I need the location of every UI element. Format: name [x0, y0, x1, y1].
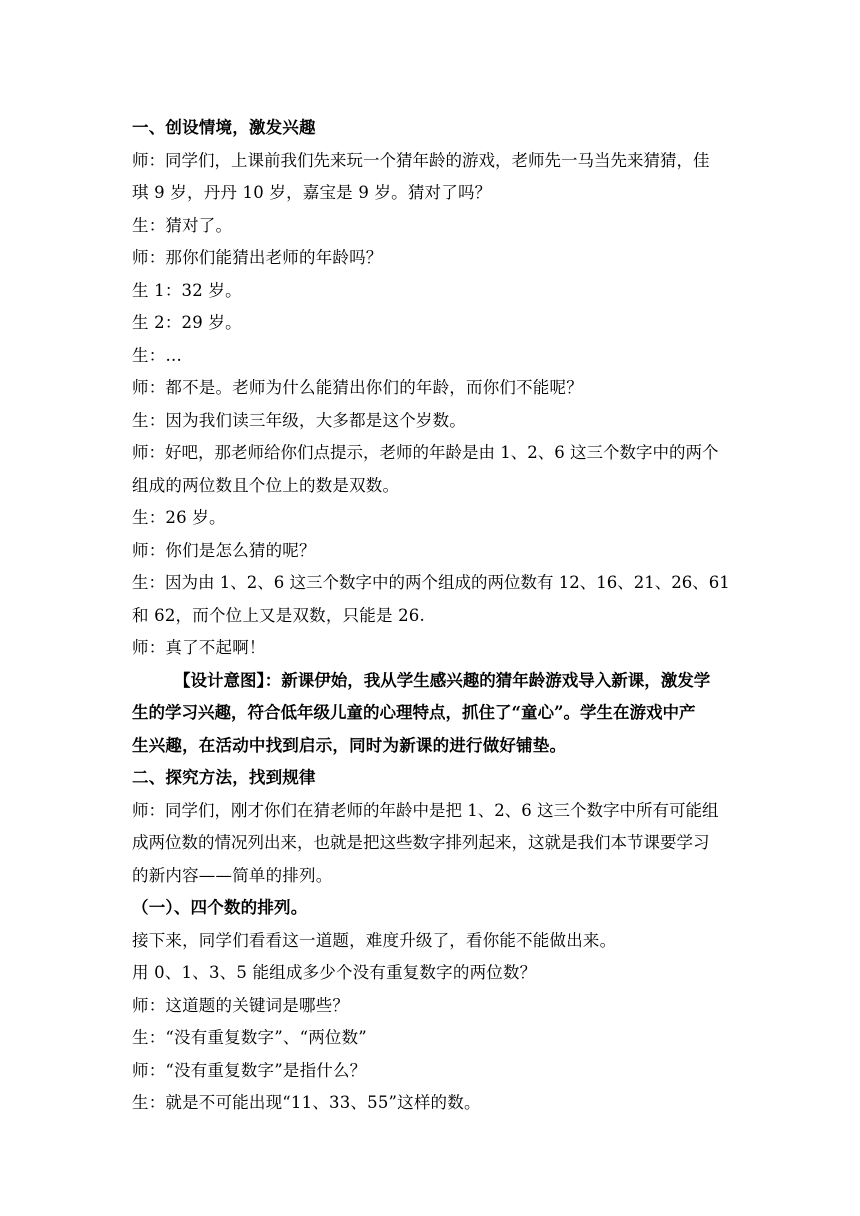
paragraph-line: 生：26 岁。 [132, 508, 226, 527]
paragraph-line: 成两位数的情况列出来，也就是把这些数字排列起来，这就是我们本节课要学习 [132, 833, 710, 852]
paragraph-line: 生：“没有重复数字”、“两位数” [132, 1028, 367, 1047]
paragraph-line: 生：就是不可能出现“11、33、55”这样的数。 [132, 1093, 481, 1112]
section-heading-1: 一、创设情境，激发兴趣 [132, 118, 316, 137]
paragraph-line: 师：“没有重复数字”是指什么？ [132, 1060, 367, 1080]
paragraph-line: 生：… [132, 345, 183, 365]
design-intent-line: 【设计意图】：新课伊始，我从学生感兴趣的猜年龄游戏导入新课，激发学 [174, 670, 711, 690]
paragraph-line: 生：因为我们读三年级，大多都是这个岁数。 [132, 410, 466, 430]
paragraph-line: 师：你们是怎么猜的呢？ [132, 540, 316, 560]
paragraph-line: 生：因为由 1、2、6 这三个数字中的两个组成的两位数有 12、16、21、26、61 [132, 573, 730, 592]
paragraph-line: 师：这道题的关键词是哪些？ [132, 995, 350, 1015]
paragraph-line: 琪 9 岁，丹丹 10 岁，嘉宝是 9 岁。猜对了吗？ [132, 183, 492, 202]
paragraph-line: 师：都不是。老师为什么能猜出你们的年龄，而你们不能呢？ [132, 378, 583, 397]
paragraph-line: 生 2：29 岁。 [132, 313, 242, 332]
paragraph-line: 接下来，同学们看看这一道题，难度升级了，看你能不能做出来。 [132, 930, 617, 950]
paragraph-line: 和 62，而个位上又是双数，只能是 26. [132, 605, 425, 625]
paragraph-line: 用 0、1、3、5 能组成多少个没有重复数字的两位数？ [132, 963, 537, 982]
subsection-heading: （一）、四个数的排列。 [132, 898, 308, 917]
paragraph-line: 生 1：32 岁。 [132, 280, 242, 300]
paragraph-line: 师：同学们，上课前我们先来玩一个猜年龄的游戏，老师先一马当先来猜猜，佳 [132, 150, 710, 170]
section-heading-2: 二、探究方法，找到规律 [132, 768, 316, 787]
document-page [132, 112, 732, 1120]
paragraph-line: 师：那你们能猜出老师的年龄吗？ [132, 248, 383, 267]
paragraph-line: 生：猜对了。 [132, 215, 233, 235]
paragraph-line: 师：同学们，刚才你们在猜老师的年龄中是把 1、2、6 这三个数字中所有可能组 [132, 800, 719, 820]
design-intent-line: 生兴趣，在活动中找到启示，同时为新课的进行做好铺垫。 [132, 735, 567, 755]
paragraph-line: 师：好吧，那老师给你们点提示，老师的年龄是由 1、2、6 这三个数字中的两个 [132, 443, 719, 462]
design-intent-line: 生的学习兴趣，符合低年级儿童的心理特点，抓住了“童心”。学生在游戏中产 [132, 703, 696, 722]
paragraph-line: 的新内容——简单的排列。 [132, 865, 333, 885]
paragraph-line: 组成的两位数且个位上的数是双数。 [132, 475, 400, 495]
paragraph-line: 师：真了不起啊！ [132, 638, 266, 657]
